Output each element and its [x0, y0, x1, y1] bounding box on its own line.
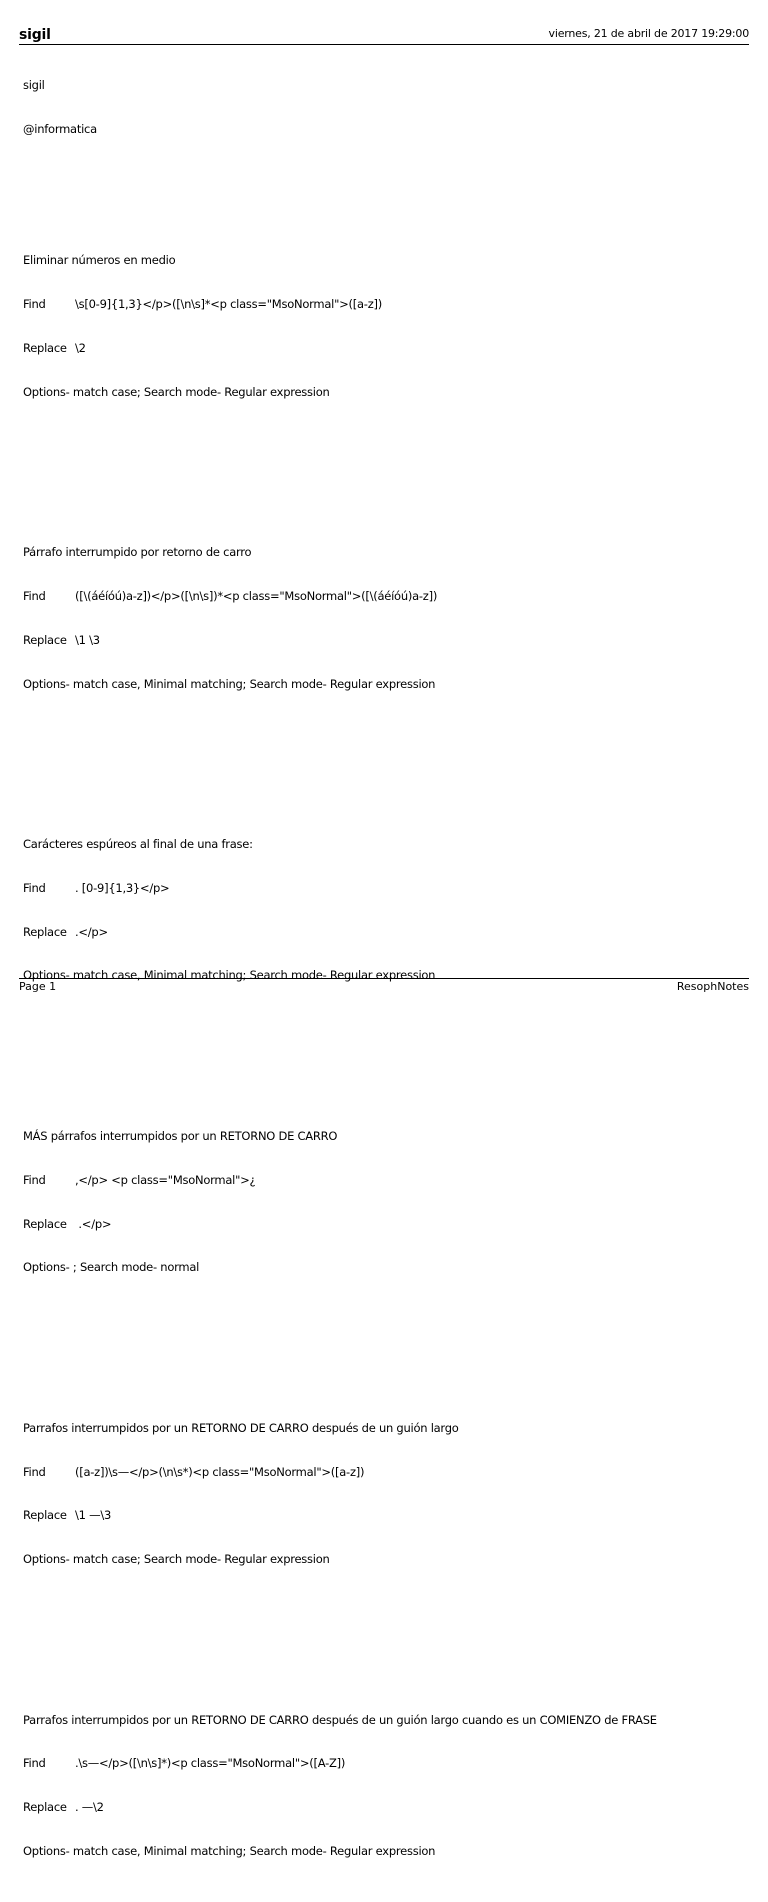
replace-label: Replace: [23, 1508, 67, 1523]
find-value: . [0-9]{1,3}</p>: [75, 880, 170, 895]
find-label: Find: [23, 588, 46, 603]
replace-row: [23, 1508, 743, 1523]
find-value: .\s—</p>([\n\s]*)<p class="MsoNormal">([A-Z]): [75, 1756, 346, 1771]
section: [23, 224, 743, 472]
replace-value: .</p>: [75, 1216, 112, 1231]
find-label: Find: [23, 1756, 46, 1771]
options-line: Options- match case, Minimal matching; Search mode- Regular expression: [23, 676, 436, 691]
replace-value: .</p>: [75, 924, 108, 939]
options-line: Options- match case; Search mode- Regular expression: [23, 1552, 330, 1567]
section-heading: Parrafos interrumpidos por un RETORNO DE CARRO después de un guión largo cuando es un COMIENZO de FRASE: [23, 1712, 657, 1727]
intro-line: sigil: [23, 78, 45, 93]
find-label: Find: [23, 297, 46, 312]
find-row: [23, 881, 743, 896]
spacer: [23, 1596, 743, 1611]
replace-value: . —\2: [75, 1800, 104, 1815]
options-line: Options- ; Search mode- normal: [23, 1260, 200, 1275]
spacer: [23, 428, 743, 443]
find-value: ([a-z])\s—</p>(\n\s*)<p class="MsoNormal">([a-z]): [75, 1464, 365, 1479]
find-value: ,</p> <p class="MsoNormal">¿: [75, 1172, 256, 1187]
replace-row: [23, 341, 743, 356]
find-label: Find: [23, 1464, 46, 1479]
note-body: [23, 49, 743, 1902]
section: [23, 516, 743, 764]
page-footer: [19, 978, 749, 995]
replace-label: Replace: [23, 1216, 67, 1231]
find-row: [23, 1173, 743, 1188]
find-row: [23, 1756, 743, 1771]
section-heading: Párrafo interrumpido por retorno de carro: [23, 545, 252, 560]
find-value: ([\(áéíóú)a-z])</p>([\n\s])*<p class="MsoNormal">([\(áéíóú)a-z]): [75, 588, 438, 603]
spacer: [23, 1304, 743, 1319]
replace-row: [23, 925, 743, 940]
section: [23, 808, 743, 1056]
spacer: [23, 720, 743, 735]
spacer: [23, 166, 743, 181]
options-line: Options- match case, Minimal matching; Search mode- Regular expression: [23, 1844, 436, 1859]
replace-value: \2: [75, 340, 86, 355]
replace-label: Replace: [23, 340, 67, 355]
replace-value: \1 \3: [75, 632, 100, 647]
page-title: sigil: [19, 27, 51, 43]
replace-label: Replace: [23, 924, 67, 939]
section-heading: MÁS párrafos interrumpidos por un RETORNO DE CARRO: [23, 1128, 338, 1143]
section: [23, 1392, 743, 1640]
timestamp: viernes, 21 de abril de 2017 19:29:00: [548, 27, 749, 40]
replace-label: Replace: [23, 632, 67, 647]
find-row: [23, 1465, 743, 1480]
page-header: [19, 26, 749, 45]
find-row: [23, 589, 743, 604]
find-value: \s[0-9]{1,3}</p>([\n\s]*<p class="MsoNormal">([a-z]): [75, 297, 382, 312]
section-heading: Parrafos interrumpidos por un RETORNO DE CARRO después de un guión largo: [23, 1420, 459, 1435]
section-heading: Eliminar números en medio: [23, 253, 176, 268]
replace-value: \1 —\3: [75, 1508, 112, 1523]
options-line: Options- match case, Minimal matching; Search mode- Regular expression: [23, 968, 436, 983]
section-heading: Carácteres espúreos al final de una frase:: [23, 837, 253, 852]
replace-label: Replace: [23, 1800, 67, 1815]
find-label: Find: [23, 1172, 46, 1187]
replace-row: [23, 1800, 743, 1815]
options-line: Options- match case; Search mode- Regular expression: [23, 384, 330, 399]
find-label: Find: [23, 880, 46, 895]
app-name: ResophNotes: [676, 980, 749, 993]
section: [23, 1100, 743, 1348]
spacer: [23, 1012, 743, 1027]
find-row: [23, 297, 743, 312]
replace-row: [23, 633, 743, 648]
page-number: Page 1: [19, 980, 57, 993]
section: [23, 1684, 743, 1888]
replace-row: [23, 1217, 743, 1232]
intro-line: @informatica: [23, 121, 97, 136]
